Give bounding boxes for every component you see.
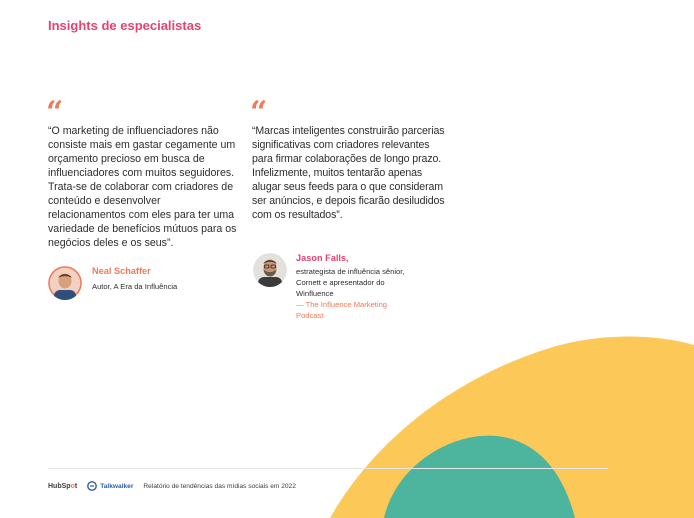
podcast-link[interactable]: — The Influence Marketing Podcast [296, 300, 388, 320]
quote-text [252, 124, 452, 222]
talkwalker-label: Talkwalker [100, 482, 134, 490]
author-name: Neal Schaffer [92, 266, 151, 276]
quote-mark-icon: “ [250, 95, 268, 130]
footer-divider [48, 468, 608, 469]
author-role: Autor, A Era da Influência [92, 282, 178, 291]
hubspot-logo-sprocket: o [70, 482, 75, 490]
avatar-neal-schaffer [48, 266, 82, 300]
page-title: Insights de especialistas [48, 18, 202, 33]
avatar-jason-falls [253, 253, 287, 287]
quote-text: “O marketing de influenciadores não consiste mais em gastar cegamente um orçamento precioso em busca de influenciadores com muitos seguidores. Trata-se de colaborar com criadores de conteúdo e desenvolver relacionamentos com eles para ter uma variedade de benefícios mútuos para os negócios deles e os seus”. [48, 125, 237, 249]
author-role: estrategista de influência sênior, Cornett e apresentador do Winfluence [296, 267, 405, 298]
quote-text-content: “Marcas inteligentes construirão parcerias significativas com criadores relevantes para firmar colaborações de longo prazo. Infelizmente, muitos tentarão apenas alugar seus feeds para o que consideram ser anúncios, e depois ficarão desiludidos com os resultados”. [252, 125, 445, 221]
quote-mark-icon: “ [46, 95, 64, 130]
footer [48, 478, 296, 494]
talkwalker-logo [87, 481, 133, 491]
report-title: Relatório de tendências das mídias sociais em 2022 [143, 482, 296, 490]
hubspot-logo [48, 483, 77, 490]
hubspot-logo-part: HubSp [48, 482, 71, 490]
author-name: Jason Falls, [296, 253, 349, 263]
talkwalker-icon [87, 481, 97, 491]
hubspot-logo-part: t [74, 482, 78, 490]
